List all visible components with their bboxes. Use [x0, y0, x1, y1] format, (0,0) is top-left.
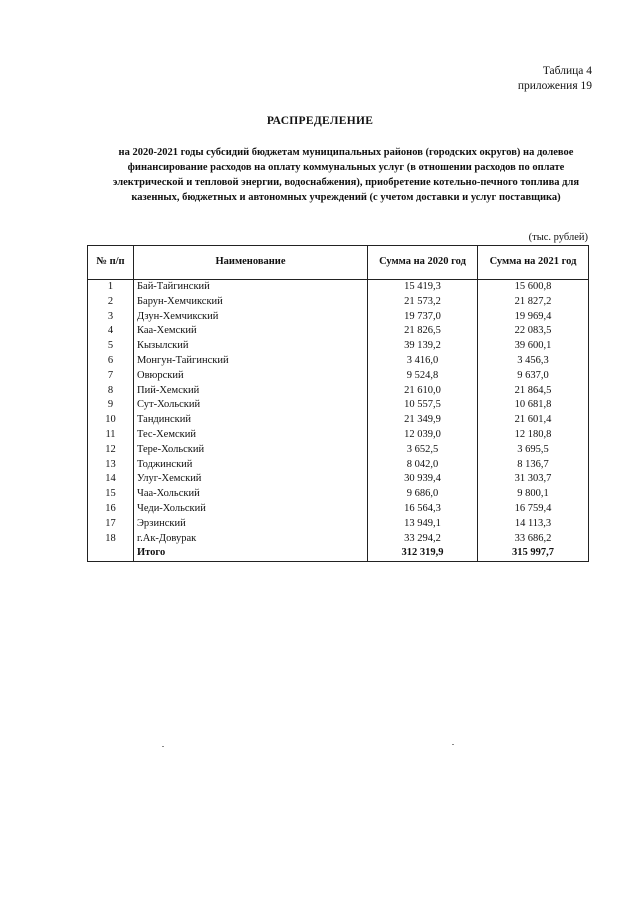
- cell-sum2021: 21 601,4: [478, 413, 589, 428]
- cell-num: 14: [88, 472, 134, 487]
- cell-name: Улуг-Хемский: [134, 472, 368, 487]
- cell-name: г.Ак-Довурак: [134, 532, 368, 547]
- cell-num: 17: [88, 517, 134, 532]
- cell-name: Овюрский: [134, 369, 368, 384]
- cell-name: Чеди-Хольский: [134, 502, 368, 517]
- cell-num: 10: [88, 413, 134, 428]
- cell-sum2020: 33 294,2: [368, 532, 478, 547]
- cell-name: Монгун-Тайгинский: [134, 354, 368, 369]
- units-label: (тыс. рублей): [528, 232, 588, 243]
- cell-sum2021: 8 136,7: [478, 458, 589, 473]
- cell-name: Кызылский: [134, 339, 368, 354]
- cell-sum2021: 31 303,7: [478, 472, 589, 487]
- cell-sum2020: 13 949,1: [368, 517, 478, 532]
- header-sum-2021: Сумма на 2021 год: [478, 246, 589, 280]
- table-body: [88, 280, 589, 562]
- distribution-table: [87, 245, 589, 562]
- table-row: [88, 280, 589, 295]
- cell-sum2020: 3 416,0: [368, 354, 478, 369]
- cell-sum2020: 19 737,0: [368, 310, 478, 325]
- cell-sum2021: 15 600,8: [478, 280, 589, 295]
- cell-num: 4: [88, 324, 134, 339]
- table-row: [88, 339, 589, 354]
- cell-name: Чаа-Хольский: [134, 487, 368, 502]
- cell-name: Бай-Тайгинский: [134, 280, 368, 295]
- cell-num: 12: [88, 443, 134, 458]
- cell-sum2021: 12 180,8: [478, 428, 589, 443]
- cell-name: Тоджинский: [134, 458, 368, 473]
- cell-sum2021: 3 695,5: [478, 443, 589, 458]
- table-row: [88, 413, 589, 428]
- cell-sum2020: 312 319,9: [368, 546, 478, 561]
- cell-num: 5: [88, 339, 134, 354]
- cell-name: Каа-Хемский: [134, 324, 368, 339]
- cell-sum2020: 12 039,0: [368, 428, 478, 443]
- cell-sum2020: 21 610,0: [368, 384, 478, 399]
- caption-appendix-number: приложения 19: [517, 80, 592, 92]
- cell-sum2020: 21 349,9: [368, 413, 478, 428]
- cell-sum2021: 39 600,1: [478, 339, 589, 354]
- table-row: [88, 398, 589, 413]
- cell-name: Тандинский: [134, 413, 368, 428]
- cell-name: Эрзинский: [134, 517, 368, 532]
- cell-num: 13: [88, 458, 134, 473]
- cell-num: 16: [88, 502, 134, 517]
- cell-sum2020: 39 139,2: [368, 339, 478, 354]
- table-row: [88, 532, 589, 547]
- cell-sum2021: 22 083,5: [478, 324, 589, 339]
- cell-sum2020: 8 042,0: [368, 458, 478, 473]
- cell-num: 15: [88, 487, 134, 502]
- cell-sum2020: 21 573,2: [368, 295, 478, 310]
- cell-sum2020: 10 557,5: [368, 398, 478, 413]
- cell-sum2021: 21 827,2: [478, 295, 589, 310]
- table-header-row: [88, 246, 589, 280]
- cell-sum2020: 21 826,5: [368, 324, 478, 339]
- table-row: [88, 354, 589, 369]
- cell-sum2021: 33 686,2: [478, 532, 589, 547]
- document-subtitle: на 2020-2021 годы субсидий бюджетам муниципальных районов (городских округов) на долевое финансирование расходов на оплату коммунальных услуг (в отношении расходов по оплате электрической и тепловой энергии, водоснабжения), приобретение котельно-печного топлива для казенных, бюджетных и автономных учреждений (с учетом доставки и услуг поставщика): [112, 147, 580, 203]
- cell-sum2020: 30 939,4: [368, 472, 478, 487]
- cell-sum2021: 14 113,3: [478, 517, 589, 532]
- cell-num: 9: [88, 398, 134, 413]
- cell-sum2020: 9 686,0: [368, 487, 478, 502]
- table-row: [88, 472, 589, 487]
- cell-sum2021: 9 637,0: [478, 369, 589, 384]
- table-row: [88, 384, 589, 399]
- cell-name: Барун-Хемчикский: [134, 295, 368, 310]
- table-row: [88, 458, 589, 473]
- cell-sum2021: 21 864,5: [478, 384, 589, 399]
- header-num: № п/п: [88, 246, 134, 280]
- table-row: [88, 369, 589, 384]
- cell-num: 11: [88, 428, 134, 443]
- cell-sum2021: 3 456,3: [478, 354, 589, 369]
- cell-sum2021: 9 800,1: [478, 487, 589, 502]
- cell-name: Дзун-Хемчикский: [134, 310, 368, 325]
- cell-sum2020: 9 524,8: [368, 369, 478, 384]
- cell-num: 1: [88, 280, 134, 295]
- table-row: [88, 310, 589, 325]
- cell-num: 3: [88, 310, 134, 325]
- table-total-row: [88, 546, 589, 561]
- table-row: [88, 324, 589, 339]
- header-sum-2020: Сумма на 2020 год: [368, 246, 478, 280]
- table-caption: [518, 64, 592, 94]
- table-row: [88, 295, 589, 310]
- cell-sum2020: 3 652,5: [368, 443, 478, 458]
- cell-name: Пий-Хемский: [134, 384, 368, 399]
- cell-sum2020: 15 419,3: [368, 280, 478, 295]
- table-row: [88, 443, 589, 458]
- cell-num: 8: [88, 384, 134, 399]
- cell-sum2021: 315 997,7: [478, 546, 589, 561]
- cell-num: 2: [88, 295, 134, 310]
- table-row: [88, 428, 589, 443]
- cell-sum2021: 16 759,4: [478, 502, 589, 517]
- cell-sum2021: 19 969,4: [478, 310, 589, 325]
- document-title: РАСПРЕДЕЛЕНИЕ: [266, 115, 374, 127]
- header-name: Наименование: [134, 246, 368, 280]
- cell-sum2020: 16 564,3: [368, 502, 478, 517]
- cell-sum2021: 10 681,8: [478, 398, 589, 413]
- table-row: [88, 487, 589, 502]
- cell-name: Сут-Хольский: [134, 398, 368, 413]
- cell-num: 18: [88, 532, 134, 547]
- cell-name: Тес-Хемский: [134, 428, 368, 443]
- cell-name: Итого: [134, 546, 368, 561]
- cell-num: [88, 546, 134, 561]
- cell-num: 7: [88, 369, 134, 384]
- caption-table-number: Таблица 4: [542, 65, 592, 77]
- cell-name: Тере-Хольский: [134, 443, 368, 458]
- table-row: [88, 517, 589, 532]
- cell-num: 6: [88, 354, 134, 369]
- scan-speck: [452, 744, 454, 745]
- scan-speck: [162, 746, 164, 747]
- table-row: [88, 502, 589, 517]
